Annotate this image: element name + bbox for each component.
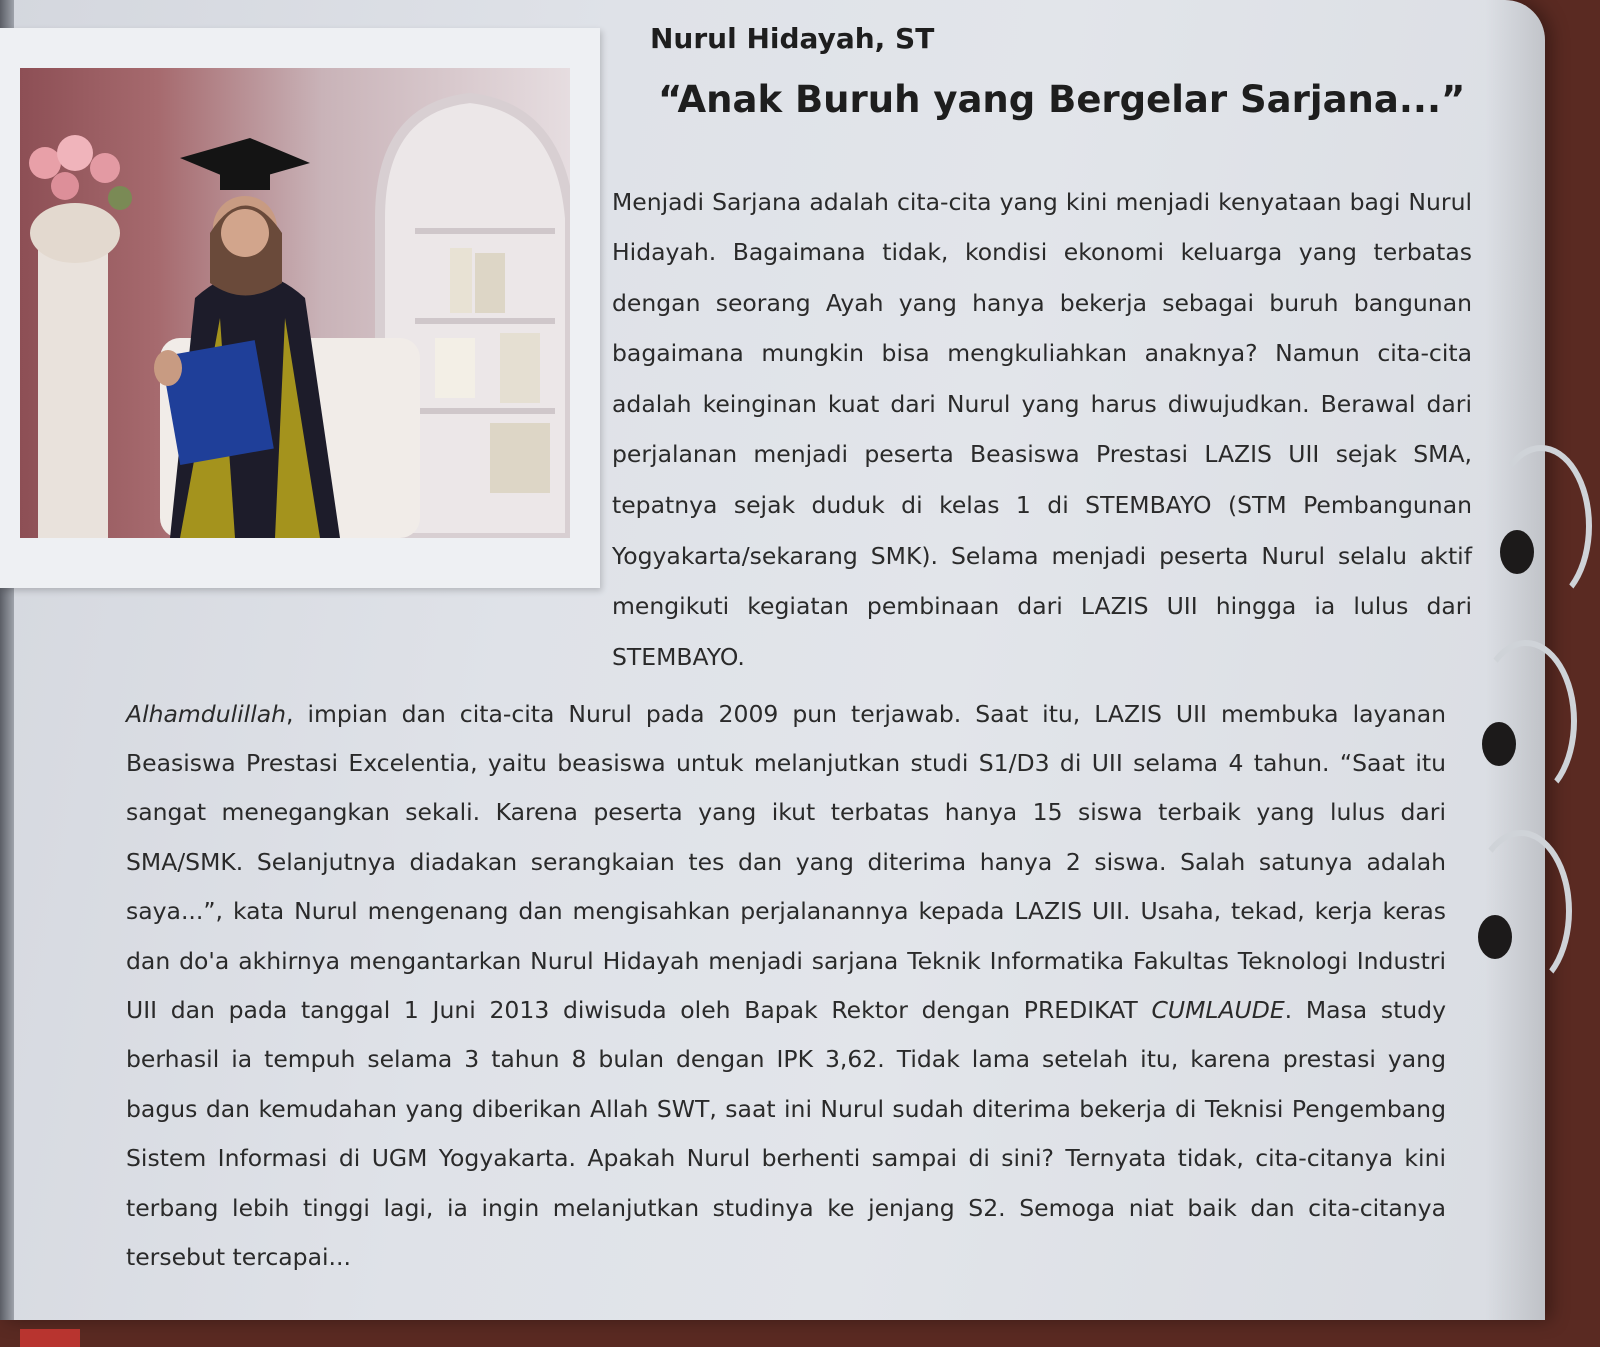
binder-ring-1: [1490, 445, 1592, 607]
binder-ring-2: [1475, 640, 1577, 802]
paragraph-2-part-1: , impian dan cita-cita Nurul pada 2009 pun terjawab. Saat itu, LAZIS UII membuka layanan Beasiswa Prestasi Excelentia, yaitu beasiswa untuk melanjutkan studi S1/D3 di UII selama 4 tahun. “Saat itu sangat menegangkan sekali. Karena peserta yang ikut terbatas hanya 15 siswa terbaik yang lulus dari SMA/SMK. Selanjutnya diadakan serangkaian tes dan yang diterima hanya 2 siswa. Salah satunya adalah saya...”, kata Nurul mengenang dan mengisahkan perjalanannya kepada LAZIS UII. Usaha, tekad, kerja keras dan do'a akhirnya mengantarkan Nurul Hidayah menjadi sarjana Teknik Informatika Fakultas Teknologi Industri UII dan pada tanggal 1 Juni 2013 diwisuda oleh Bapak Rektor dengan PREDIKAT: [126, 699, 1446, 1024]
article-paragraph-1: Menjadi Sarjana adalah cita-cita yang kini menjadi kenyataan bagi Nurul Hidayah. Bagaimana tidak, kondisi ekonomi keluarga yang terbatas dengan seorang Ayah yang hanya bekerja sebagai buruh bangunan bagaimana mungkin bisa mengkuliahkan anaknya? Namun cita-cita adalah keinginan kuat dari Nurul yang harus diwujudkan. Berawal dari perjalanan menjadi peserta Beasiswa Prestasi LAZIS UII sejak SMA, tepatnya sejak duduk di kelas 1 di STEMBAYO (STM Pembangunan Yogyakarta/sekarang SMK). Selama menjadi peserta Nurul selalu aktif mengikuti kegiatan pembinaan dari LAZIS UII hingga ia lulus dari STEMBAYO.: [612, 187, 1472, 671]
paragraph-2-part-2: . Masa study berhasil ia tempuh selama 3 tahun 8 bulan dengan IPK 3,62. Tidak lama setelah itu, karena prestasi yang bagus dan kemudahan yang diberikan Allah SWT, saat ini Nurul sudah diterima bekerja di Teknisi Pengembang Sistem Informasi di UGM Yogyakarta. Apakah Nurul berhenti sampai di sini? Ternyata tidak, cita-citanya kini terbang lebih tinggi lagi, ia ingin melanjutkan studinya ke jenjang S2. Semoga niat baik dan cita-citanya tersebut tercapai...: [126, 995, 1447, 1271]
article-headline: “Anak Buruh yang Bergelar Sarjana...”: [658, 78, 1466, 121]
article-paragraph-2: [126, 690, 1446, 1283]
article-byline: Nurul Hidayah, ST: [650, 22, 935, 55]
photo-frame: [0, 28, 600, 588]
page-corner-accent: [20, 1329, 80, 1347]
binder-ring-3: [1470, 830, 1572, 992]
italic-lead: Alhamdulillah: [126, 699, 287, 728]
italic-cumlaude: CUMLAUDE: [1151, 995, 1285, 1024]
graduation-photo: [20, 68, 570, 538]
